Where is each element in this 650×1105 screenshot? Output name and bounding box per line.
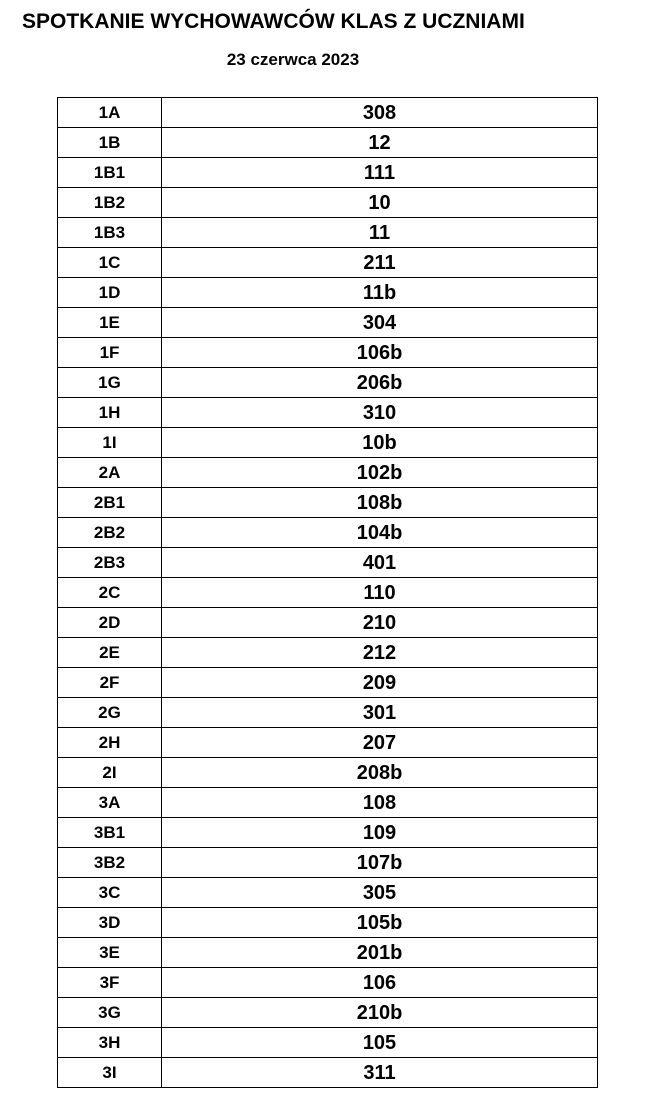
room-cell: 210 (162, 608, 598, 638)
table-row (58, 338, 598, 368)
room-cell: 311 (162, 1058, 598, 1088)
table-row (58, 548, 598, 578)
table-row (58, 968, 598, 998)
class-cell: 3D (58, 908, 162, 938)
room-cell: 108b (162, 488, 598, 518)
class-cell: 1B1 (58, 158, 162, 188)
class-cell: 2B1 (58, 488, 162, 518)
room-cell: 10 (162, 188, 598, 218)
table-row (58, 698, 598, 728)
table-row (58, 728, 598, 758)
meeting-date: 23 czerwca 2023 (226, 50, 360, 69)
table-row (58, 758, 598, 788)
table-row (58, 278, 598, 308)
table-row (58, 848, 598, 878)
class-cell: 2B3 (58, 548, 162, 578)
class-cell: 3B2 (58, 848, 162, 878)
table-row (58, 158, 598, 188)
table-body (58, 98, 598, 1088)
class-cell: 3G (58, 998, 162, 1028)
table-row (58, 938, 598, 968)
table-row (58, 668, 598, 698)
room-cell: 107b (162, 848, 598, 878)
table-row (58, 608, 598, 638)
table-row (58, 428, 598, 458)
class-cell: 2G (58, 698, 162, 728)
table-row (58, 248, 598, 278)
room-cell: 11 (162, 218, 598, 248)
class-cell: 1H (58, 398, 162, 428)
table-row (58, 458, 598, 488)
table-row (58, 518, 598, 548)
class-cell: 2B2 (58, 518, 162, 548)
table-row (58, 398, 598, 428)
room-cell: 209 (162, 668, 598, 698)
room-cell: 308 (162, 98, 598, 128)
room-cell: 12 (162, 128, 598, 158)
page-title: SPOTKANIE WYCHOWAWCÓW KLAS Z UCZNIAMI (22, 10, 525, 33)
room-cell: 401 (162, 548, 598, 578)
room-cell: 210b (162, 998, 598, 1028)
class-room-table (57, 97, 598, 1088)
class-cell: 2A (58, 458, 162, 488)
class-cell: 2I (58, 758, 162, 788)
room-cell: 111 (162, 158, 598, 188)
class-cell: 2E (58, 638, 162, 668)
table-row (58, 368, 598, 398)
room-cell: 10b (162, 428, 598, 458)
room-cell: 11b (162, 278, 598, 308)
class-cell: 1C (58, 248, 162, 278)
room-cell: 208b (162, 758, 598, 788)
room-cell: 211 (162, 248, 598, 278)
room-cell: 201b (162, 938, 598, 968)
class-cell: 1B3 (58, 218, 162, 248)
class-cell: 1B (58, 128, 162, 158)
table-row (58, 998, 598, 1028)
class-cell: 1D (58, 278, 162, 308)
table-row (58, 638, 598, 668)
room-cell: 207 (162, 728, 598, 758)
class-cell: 3C (58, 878, 162, 908)
room-cell: 106b (162, 338, 598, 368)
class-cell: 1G (58, 368, 162, 398)
class-cell: 3A (58, 788, 162, 818)
table-row (58, 1058, 598, 1088)
class-cell: 1I (58, 428, 162, 458)
class-cell: 3I (58, 1058, 162, 1088)
table-row (58, 578, 598, 608)
class-cell: 3E (58, 938, 162, 968)
table-row (58, 308, 598, 338)
room-cell: 106 (162, 968, 598, 998)
class-cell: 1E (58, 308, 162, 338)
room-cell: 110 (162, 578, 598, 608)
table-row (58, 128, 598, 158)
table-row (58, 878, 598, 908)
class-cell: 3F (58, 968, 162, 998)
class-cell: 2H (58, 728, 162, 758)
class-cell: 3H (58, 1028, 162, 1058)
table-row (58, 818, 598, 848)
room-cell: 109 (162, 818, 598, 848)
table-row (58, 188, 598, 218)
room-cell: 108 (162, 788, 598, 818)
room-cell: 102b (162, 458, 598, 488)
class-cell: 1F (58, 338, 162, 368)
table-row (58, 98, 598, 128)
class-cell: 3B1 (58, 818, 162, 848)
table-row (58, 218, 598, 248)
table-row (58, 908, 598, 938)
room-cell: 105 (162, 1028, 598, 1058)
class-cell: 1A (58, 98, 162, 128)
room-cell: 305 (162, 878, 598, 908)
table-row (58, 788, 598, 818)
room-cell: 206b (162, 368, 598, 398)
room-cell: 104b (162, 518, 598, 548)
table-row (58, 488, 598, 518)
room-cell: 310 (162, 398, 598, 428)
table-row (58, 1028, 598, 1058)
room-cell: 301 (162, 698, 598, 728)
room-cell: 304 (162, 308, 598, 338)
room-cell: 212 (162, 638, 598, 668)
class-cell: 1B2 (58, 188, 162, 218)
room-cell: 105b (162, 908, 598, 938)
class-cell: 2F (58, 668, 162, 698)
class-cell: 2D (58, 608, 162, 638)
class-cell: 2C (58, 578, 162, 608)
